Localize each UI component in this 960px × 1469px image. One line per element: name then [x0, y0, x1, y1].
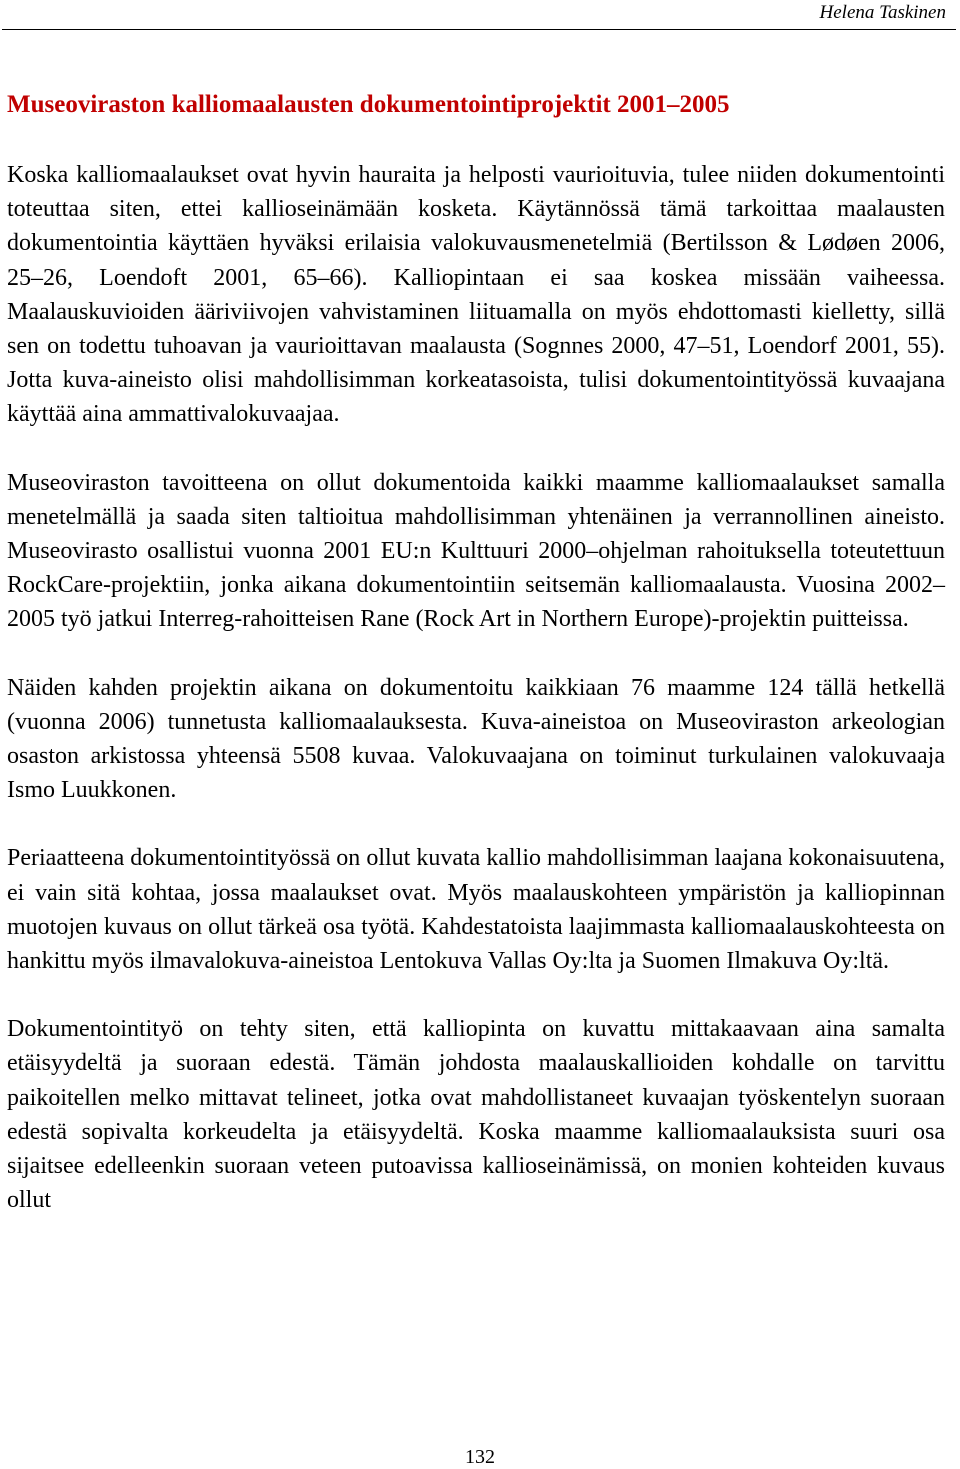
- header-divider: [2, 29, 956, 30]
- paragraph-4: Periaatteena dokumentointityössä on ollut kuvata kallio mahdollisimman laajana kokonaisuutena, ei vain sitä kohtaa, jossa maalaukset ovat. Myös maalauskohteen ympäristön ja kalliopinnan muotojen kuvaus on ollut tärkeä osa työtä. Kahdestatoista laajimmasta kalliomaalauskohteesta on hankittu myös ilmavalokuva-aineistoa Lentokuva Vallas Oy:lta ja Suomen Ilmakuva Oy:ltä.: [7, 845, 945, 975]
- paragraph-1: Koska kalliomaalaukset ovat hyvin hauraita ja helposti vaurioituvia, tulee niiden dokumentointi toteuttaa siten, ettei kallioseinämään kosketa. Käytännössä tämä tarkoittaa maalausten dokumentointia käyttäen hyväksi erilaisia valokuvausmenetelmiä (Bertilsson & Lødøen 2006, 25–26, Loendoft 2001, 65–66). Kalliopintaan ei saa koskea missään vaiheessa. Maalauskuvioiden ääriviivojen vahvistaminen liituamalla on myös ehdottomasti kielletty, sillä sen on todettu tuhoavan ja vaurioittavan maalausta (Sognnes 2000, 47–51, Loendorf 2001, 55). Jotta kuva-aineisto olisi mahdollisimman korkeatasoista, tulisi dokumentointityössä kuvaajana käyttää aina ammattivalokuvaajaa.: [7, 162, 945, 428]
- page-number: 132: [465, 1446, 495, 1468]
- running-header-author: Helena Taskinen: [819, 2, 946, 23]
- article-title: Museoviraston kalliomaalausten dokumentointiprojektit 2001–2005: [7, 91, 730, 118]
- article-body: [7, 88, 945, 1217]
- paragraph-2: Museoviraston tavoitteena on ollut dokumentoida kaikki maamme kalliomaalaukset samalla menetelmällä ja saada siten taltioitua mahdollisimman yhtenäinen ja verrannollinen aineisto. Museovirasto osallistui vuonna 2001 EU:n Kulttuuri 2000–ohjelman rahoituksella toteutettuun RockCare-projektiin, jonka aikana dokumentointiin seitsemän kalliomaalausta. Vuosina 2002–2005 työ jatkui Interreg-rahoitteisen Rane (Rock Art in Northern Europe)-projektin puitteissa.: [7, 469, 945, 633]
- paragraph-3: Näiden kahden projektin aikana on dokumentoitu kaikkiaan 76 maamme 124 tällä hetkellä (vuonna 2006) tunnetusta kalliomaalauksesta. Kuva-aineistoa on Museoviraston arkeologian osaston arkistossa yhteensä 5508 kuvaa. Valokuvaajana on toiminut turkulainen valokuvaaja Ismo Luukkonen.: [7, 674, 945, 804]
- paragraph-5: Dokumentointityö on tehty siten, että kalliopinta on kuvattu mittakaavaan aina samalta etäisyydeltä ja suoraan edestä. Tämän johdosta maalauskallioiden kohdalle on tarvittu paikoitellen melko mittavat telineet, jotka ovat mahdollistaneet kuvaajan työskentelyn suoraan edestä sopivalta korkeudelta ja etäisyydeltä. Koska maamme kalliomaalauksista suuri osa sijaitsee edelleenkin suoraan veteen putoavissa kallioseinämissä, on monien kohteiden kuvaus ollut: [7, 1016, 945, 1214]
